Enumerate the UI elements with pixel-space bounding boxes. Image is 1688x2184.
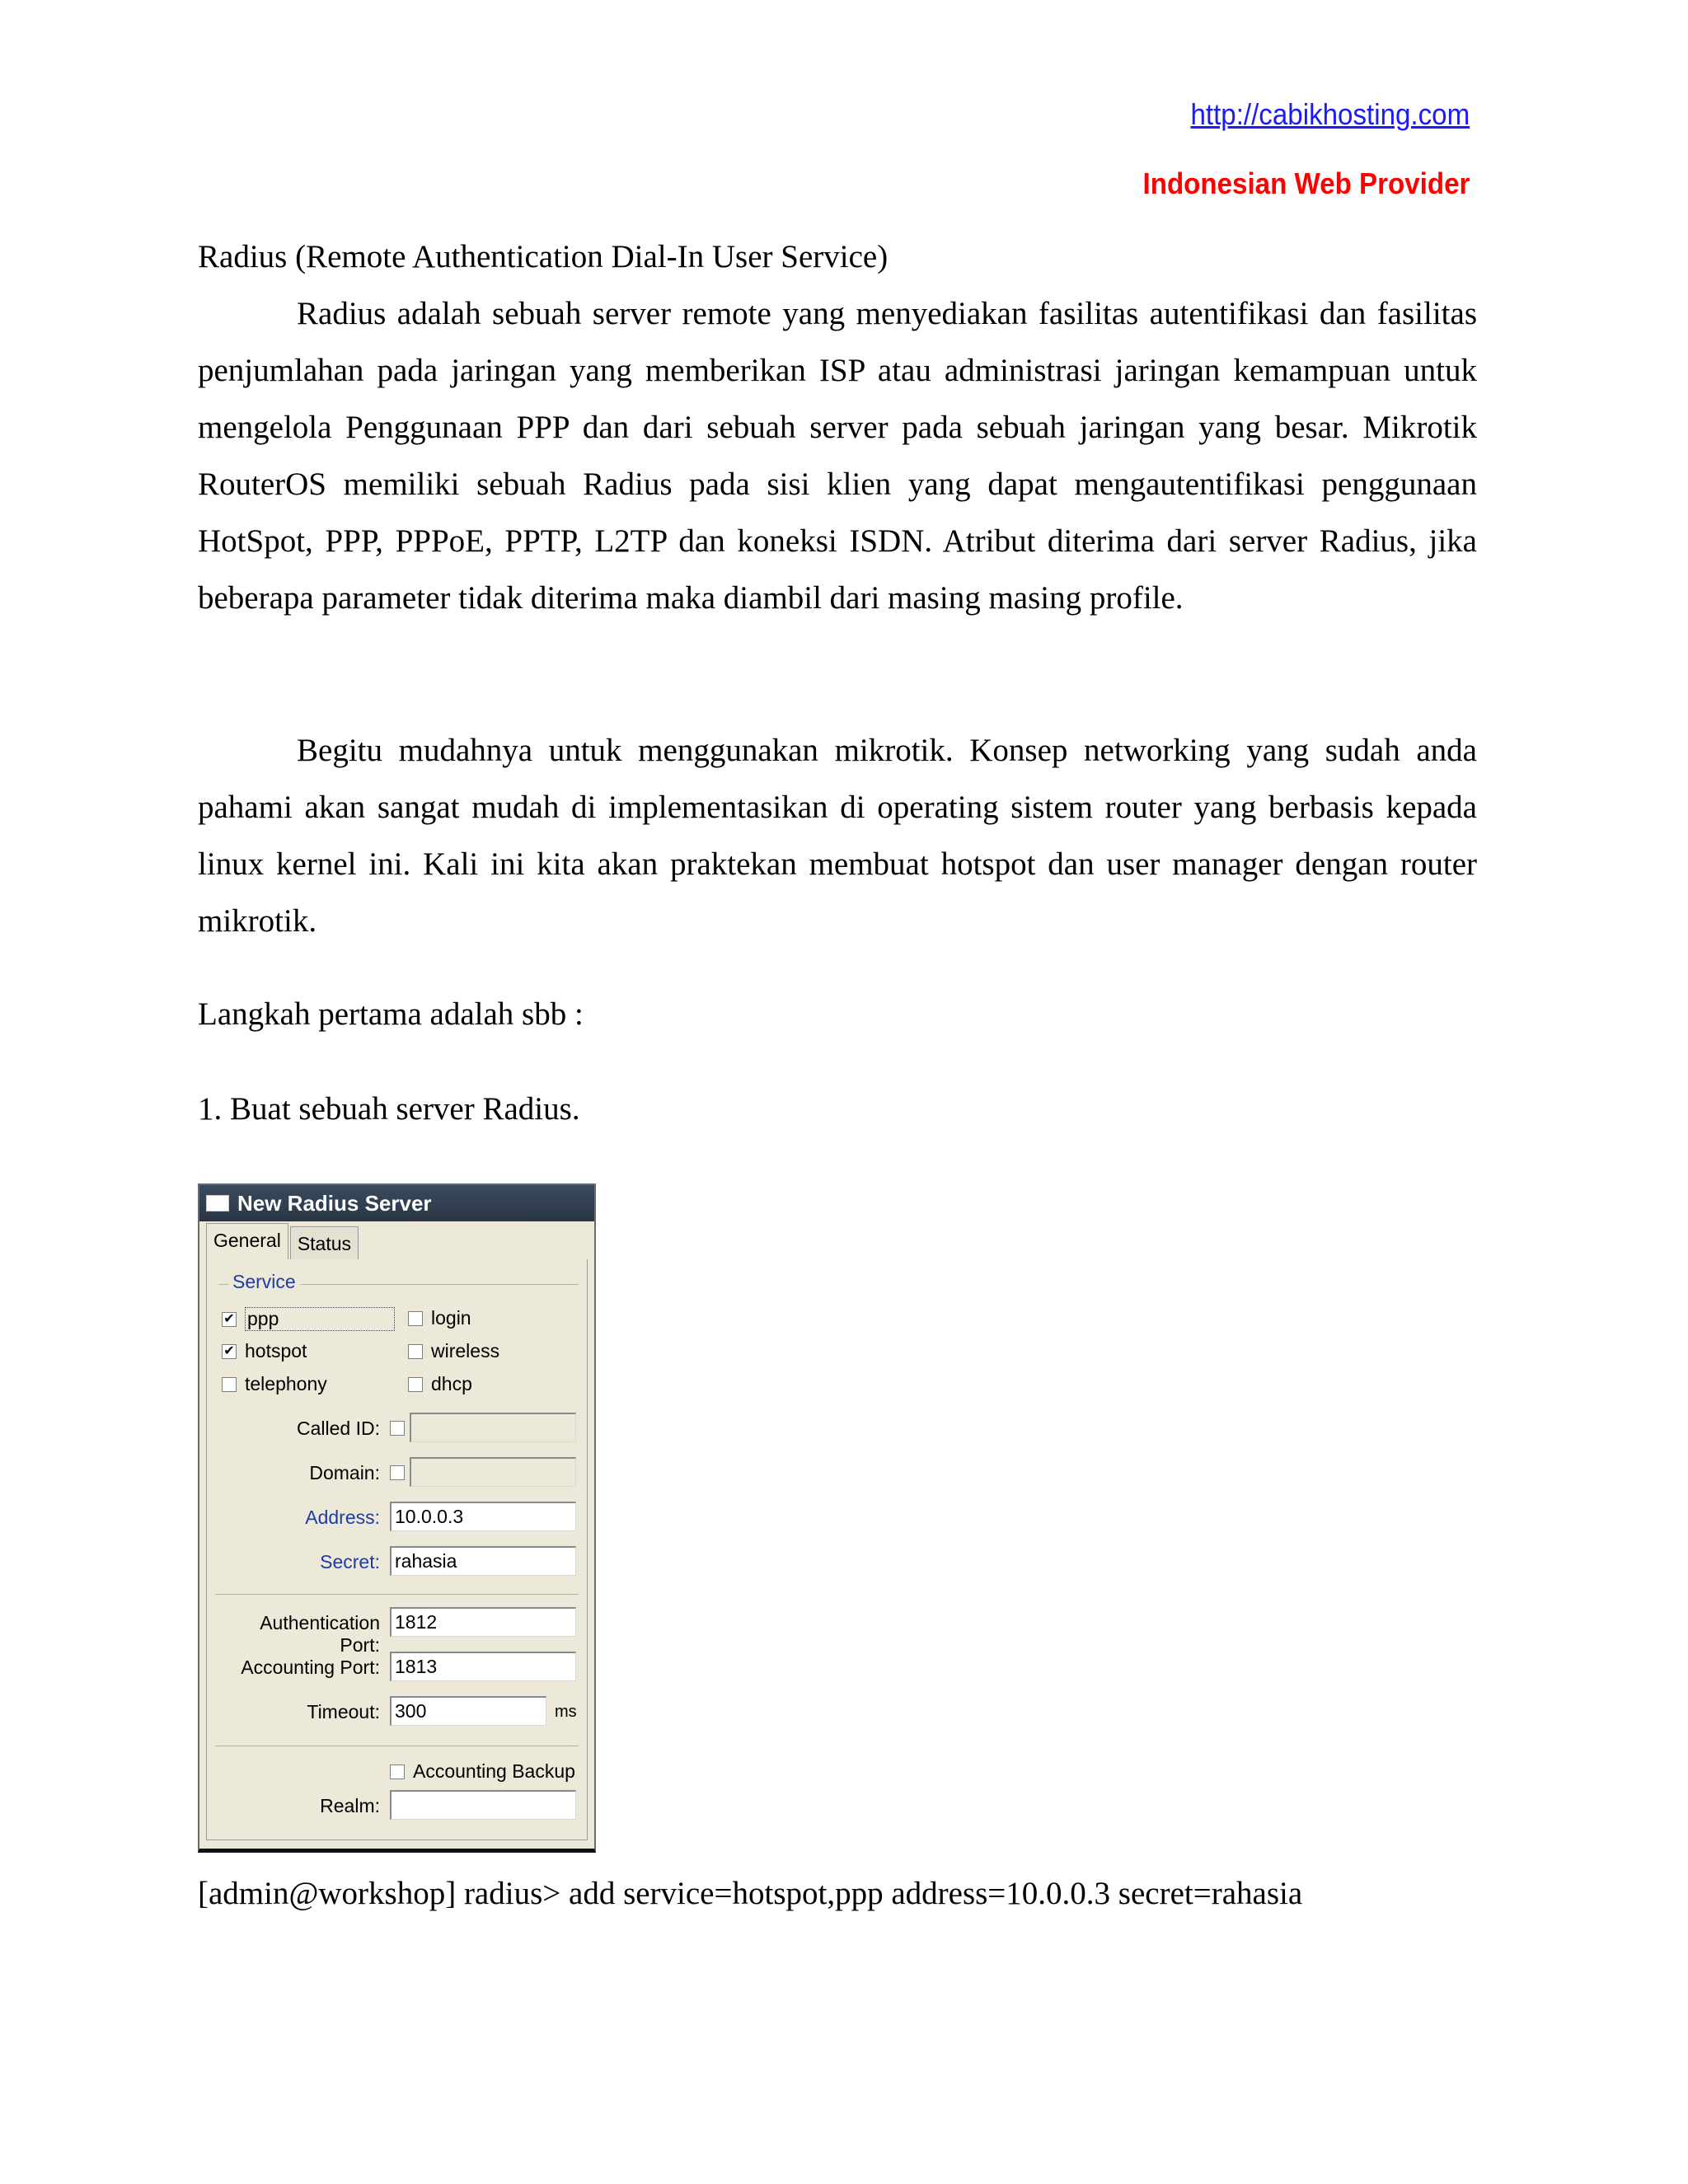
auth-port-label: Authentication Port:: [260, 1612, 380, 1656]
service-ppp-label: ppp: [245, 1307, 395, 1331]
accounting-backup-label: Accounting Backup: [413, 1760, 575, 1782]
secret-input[interactable]: rahasia: [390, 1546, 576, 1576]
acct-port-input[interactable]: 1813: [390, 1652, 576, 1681]
section-divider: [215, 1594, 579, 1595]
dialog-tabs: [206, 1226, 360, 1262]
realm-input[interactable]: [390, 1790, 576, 1820]
header-tagline: Indonesian Web Provider: [1142, 166, 1470, 200]
new-radius-server-dialog: [198, 1183, 596, 1853]
tab-status[interactable]: Status: [290, 1226, 359, 1260]
general-panel: [206, 1259, 588, 1840]
accounting-backup-checkbox[interactable]: [390, 1765, 405, 1779]
step-intro: Langkah pertama adalah sbb :: [198, 996, 584, 1032]
step-1: 1. Buat sebuah server Radius.: [198, 1091, 580, 1127]
service-dhcp-checkbox[interactable]: [408, 1377, 423, 1392]
acct-port-label: Accounting Port:: [241, 1657, 380, 1678]
service-hotspot-row[interactable]: [222, 1340, 307, 1362]
secret-label: Secret:: [320, 1551, 380, 1572]
domain-checkbox[interactable]: [390, 1465, 405, 1480]
paragraph-radius-intro: Radius adalah sebuah server remote yang menyediakan fasilitas autentifikasi dan fasilitas penjumlahan pada jaringan yang memberikan ISP atau administrasi jaringan kemampuan untuk mengelola Penggunaan PPP dan dari sebuah server pada sebuah jaringan yang besar. Mikrotik RouterOS memiliki sebuah Radius pada sisi klien yang dapat mengautentifikasi penggunaan HotSpot, PPP, PPPoE, PPTP, L2TP dan koneksi ISDN. Atribut diterima dari server Radius, jika beberapa parameter tidak diterima maka diambil dari masing masing profile.: [198, 296, 1477, 616]
domain-input[interactable]: [410, 1457, 576, 1487]
accounting-backup-row[interactable]: [390, 1760, 575, 1783]
timeout-label: Timeout:: [307, 1701, 380, 1722]
timeout-input[interactable]: 300: [390, 1696, 546, 1726]
service-wireless-label: wireless: [431, 1340, 500, 1361]
service-ppp-row[interactable]: [222, 1307, 395, 1331]
service-telephony-row[interactable]: [222, 1373, 327, 1395]
header-url-link[interactable]: http://cabikhosting.com: [1190, 97, 1470, 131]
realm-label: Realm:: [320, 1795, 380, 1816]
paragraph-mikrotik-intro: Begitu mudahnya untuk menggunakan mikrotik. Konsep networking yang sudah anda pahami akan sangat mudah di implementasikan di operating sistem router yang berbasis kepada linux kernel ini. Kali ini kita akan praktekan membuat hotspot dan user manager dengan router mikrotik.: [198, 733, 1477, 939]
service-dhcp-row[interactable]: [408, 1373, 472, 1395]
called-id-label: Called ID:: [297, 1418, 380, 1439]
service-wireless-checkbox[interactable]: [408, 1344, 423, 1359]
dialog-title: New Radius Server: [237, 1190, 432, 1216]
called-id-checkbox[interactable]: [390, 1421, 405, 1436]
service-dhcp-label: dhcp: [431, 1373, 472, 1394]
address-label: Address:: [305, 1507, 380, 1528]
service-ppp-checkbox[interactable]: ✔: [222, 1312, 237, 1327]
window-icon: [206, 1195, 229, 1212]
service-login-label: login: [431, 1307, 471, 1329]
tab-general[interactable]: General: [206, 1223, 288, 1262]
timeout-unit: ms: [555, 1703, 577, 1721]
dialog-titlebar[interactable]: [199, 1185, 594, 1221]
service-login-checkbox[interactable]: [408, 1311, 423, 1326]
cli-command: [admin@workshop] radius> add service=hotspot,ppp address=10.0.0.3 secret=rahasia: [198, 1876, 1303, 1911]
service-group-label: Service: [228, 1271, 300, 1293]
service-wireless-row[interactable]: [408, 1340, 499, 1362]
service-telephony-label: telephony: [245, 1373, 327, 1394]
auth-port-input[interactable]: 1812: [390, 1607, 576, 1637]
service-hotspot-label: hotspot: [245, 1340, 307, 1361]
address-input[interactable]: 10.0.0.3: [390, 1502, 576, 1531]
called-id-input[interactable]: [410, 1413, 576, 1442]
service-hotspot-checkbox[interactable]: ✔: [222, 1344, 237, 1359]
service-telephony-checkbox[interactable]: [222, 1377, 237, 1392]
document-title: Radius (Remote Authentication Dial-In User Service): [198, 239, 889, 274]
service-login-row[interactable]: [408, 1307, 471, 1329]
domain-label: Domain:: [309, 1462, 380, 1483]
